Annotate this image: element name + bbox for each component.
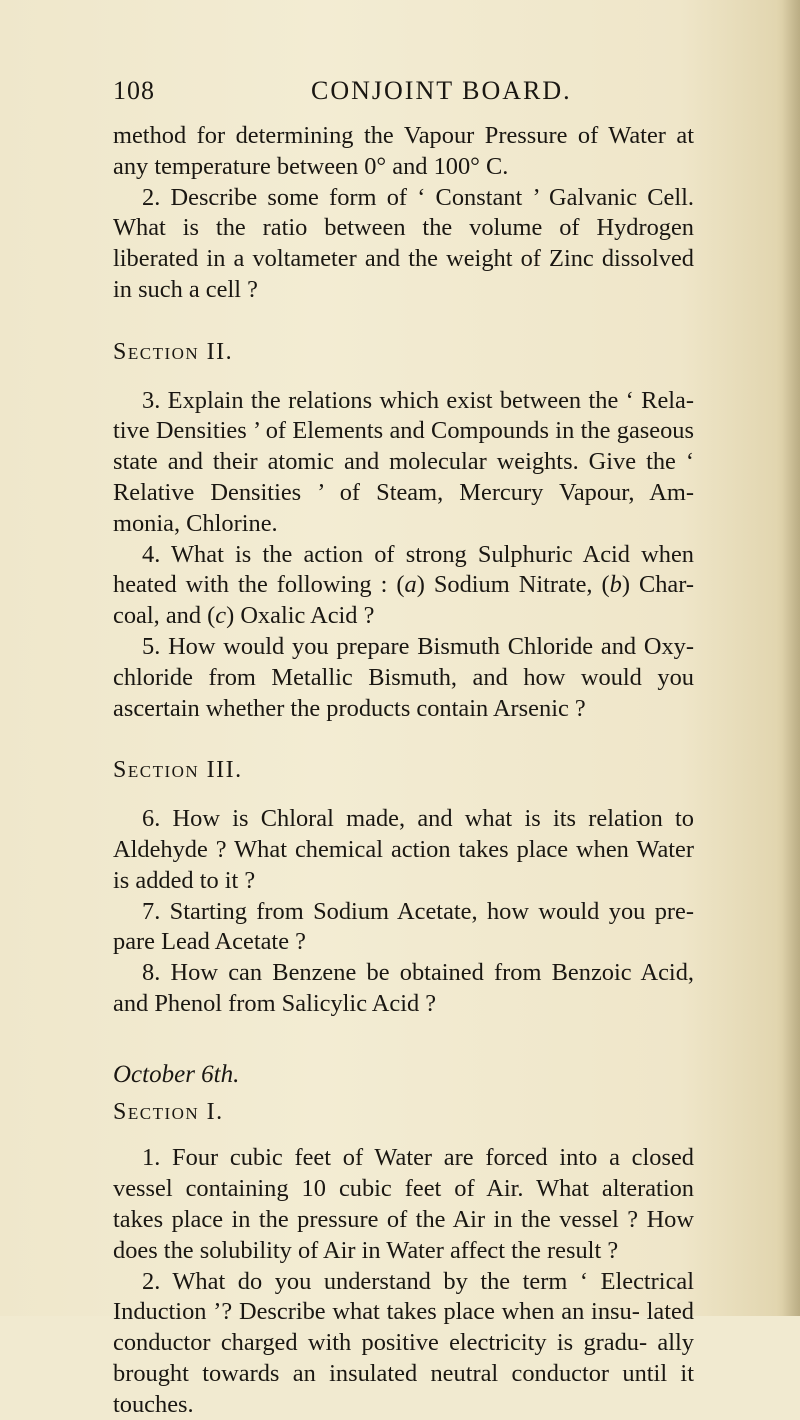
continuation-paragraph: method for determining the Vapour Pressure of Water at any temperature between 0° and 100° C. (113, 121, 694, 183)
question-2-electrical-induction: 2. What do you understand by the term ‘ Electrical Induction ’? Describe what takes place when an insu- lated conductor charged with positive electricity is gradu- ally brought towards an insulated neutral conductor until it touches. (113, 1267, 694, 1420)
section-heading-ii: Section II. (113, 337, 694, 368)
question-7-lead-acetate: 7. Starting from Sodium Acetate, how would you pre- pare Lead Acetate ? (113, 897, 694, 959)
section-heading-iii: Section III. (113, 755, 694, 786)
page-number: 108 (113, 76, 155, 106)
page-body (113, 121, 694, 1420)
question-4-sulphuric-acid: 4. What is the action of strong Sulphuric Acid when heated with the following : (a) Sodium Nitrate, (b) Char- coal, and (c) Oxalic Acid ? (113, 540, 694, 632)
running-title: CONJOINT BOARD. (311, 76, 572, 106)
section-heading-i: Section I. (113, 1097, 694, 1128)
exam-date: October 6th. (113, 1060, 694, 1091)
question-3-relative-densities: 3. Explain the relations which exist between the ‘ Rela- tive Densities ’ of Elements and Compounds in the gaseous state and their atomic and molecular weights. Give the ‘ Relative Densities ’ of Steam, Mercury Vapour, Am- monia, Chlorine. (113, 386, 694, 540)
question-1-water-air-pressure: 1. Four cubic feet of Water are forced into a closed vessel containing 10 cubic feet of Air. What alteration takes place in the pressure of the Air in the vessel ? How does the solubility of Air in Water affect the result ? (113, 1143, 694, 1266)
question-5-bismuth-chloride: 5. How would you prepare Bismuth Chloride and Oxy- chloride from Metallic Bismuth, and how would you ascertain whether the products contain Arsenic ? (113, 632, 694, 724)
question-8-benzene: 8. How can Benzene be obtained from Benzoic Acid, and Phenol from Salicylic Acid ? (113, 958, 694, 1020)
question-6-chloral: 6. How is Chloral made, and what is its relation to Aldehyde ? What chemical action takes place when Water is added to it ? (113, 804, 694, 896)
page-edge-shadow (782, 0, 800, 1316)
question-2-galvanic-cell: 2. Describe some form of ‘ Constant ’ Galvanic Cell. What is the ratio between the volume of Hydrogen liberated in a voltameter and the weight of Zinc dissolved in such a cell ? (113, 183, 694, 306)
running-header (113, 76, 694, 110)
